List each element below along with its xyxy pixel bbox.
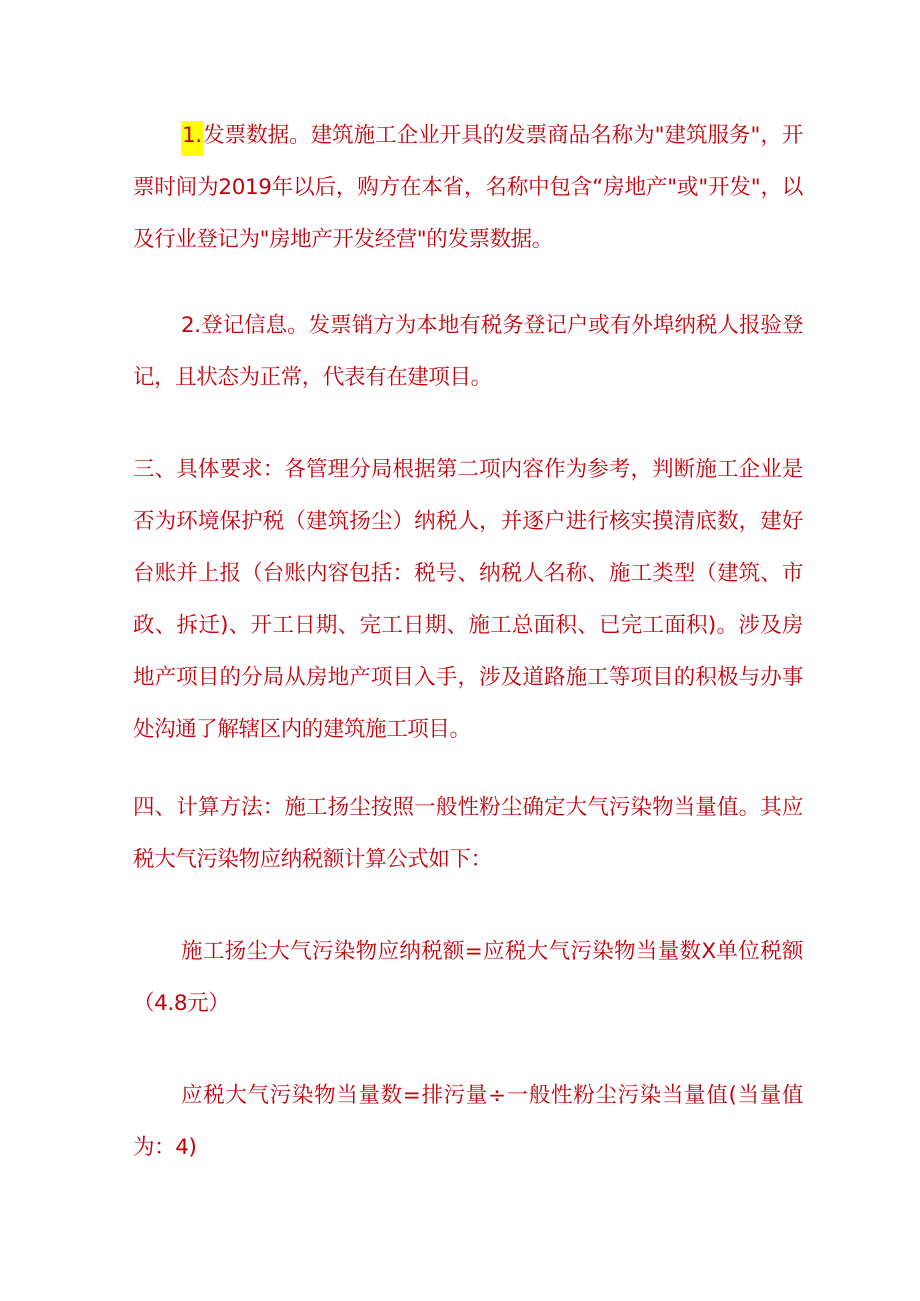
paragraph-text: 发票数据。建筑施工企业开具的发票商品名称为"建筑服务"，开票时间为2019年以后，购方在本省，名称中包含“房地产"或"开发"，以及行业登记为"房地产开发经营"的发票数据。 bbox=[133, 123, 803, 252]
paragraph-formula-tax-amount: 施工扬尘大气污染物应纳税额=应税大气污染物当量数X单位税额（4.8元） bbox=[133, 939, 803, 1016]
highlighted-number: 1. bbox=[181, 121, 203, 156]
paragraph-specific-requirements: 三、具体要求：各管理分局根据第二项内容作为参考，判断施工企业是否为环境保护税（建筑扬尘）纳税人，并逐户进行核实摸清底数，建好台账并上报（台账内容包括：税号、纳税人名称、施工类型（建筑、市政、拆迁)、开工日期、完工日期、施工总面积、已完工面积)。涉及房地产项目的分局从房地产项目入手，涉及道路施工等项目的积极与办事处沟通了解辖区内的建筑施工项目。 bbox=[133, 457, 803, 742]
paragraph-formula-equivalent-count: 应税大气污染物当量数=排污量÷一般性粉尘污染当量值(当量值为：4) bbox=[133, 1083, 803, 1160]
paragraph-calculation-method: 四、计算方法：施工扬尘按照一般性粉尘确定大气污染物当量值。其应税大气污染物应纳税额计算公式如下： bbox=[133, 795, 803, 872]
paragraph-invoice-data bbox=[133, 110, 803, 266]
paragraph-registration-info: 2.登记信息。发票销方为本地有税务登记户或有外埠纳税人报验登记，且状态为正常，代表有在建项目。 bbox=[133, 313, 803, 390]
